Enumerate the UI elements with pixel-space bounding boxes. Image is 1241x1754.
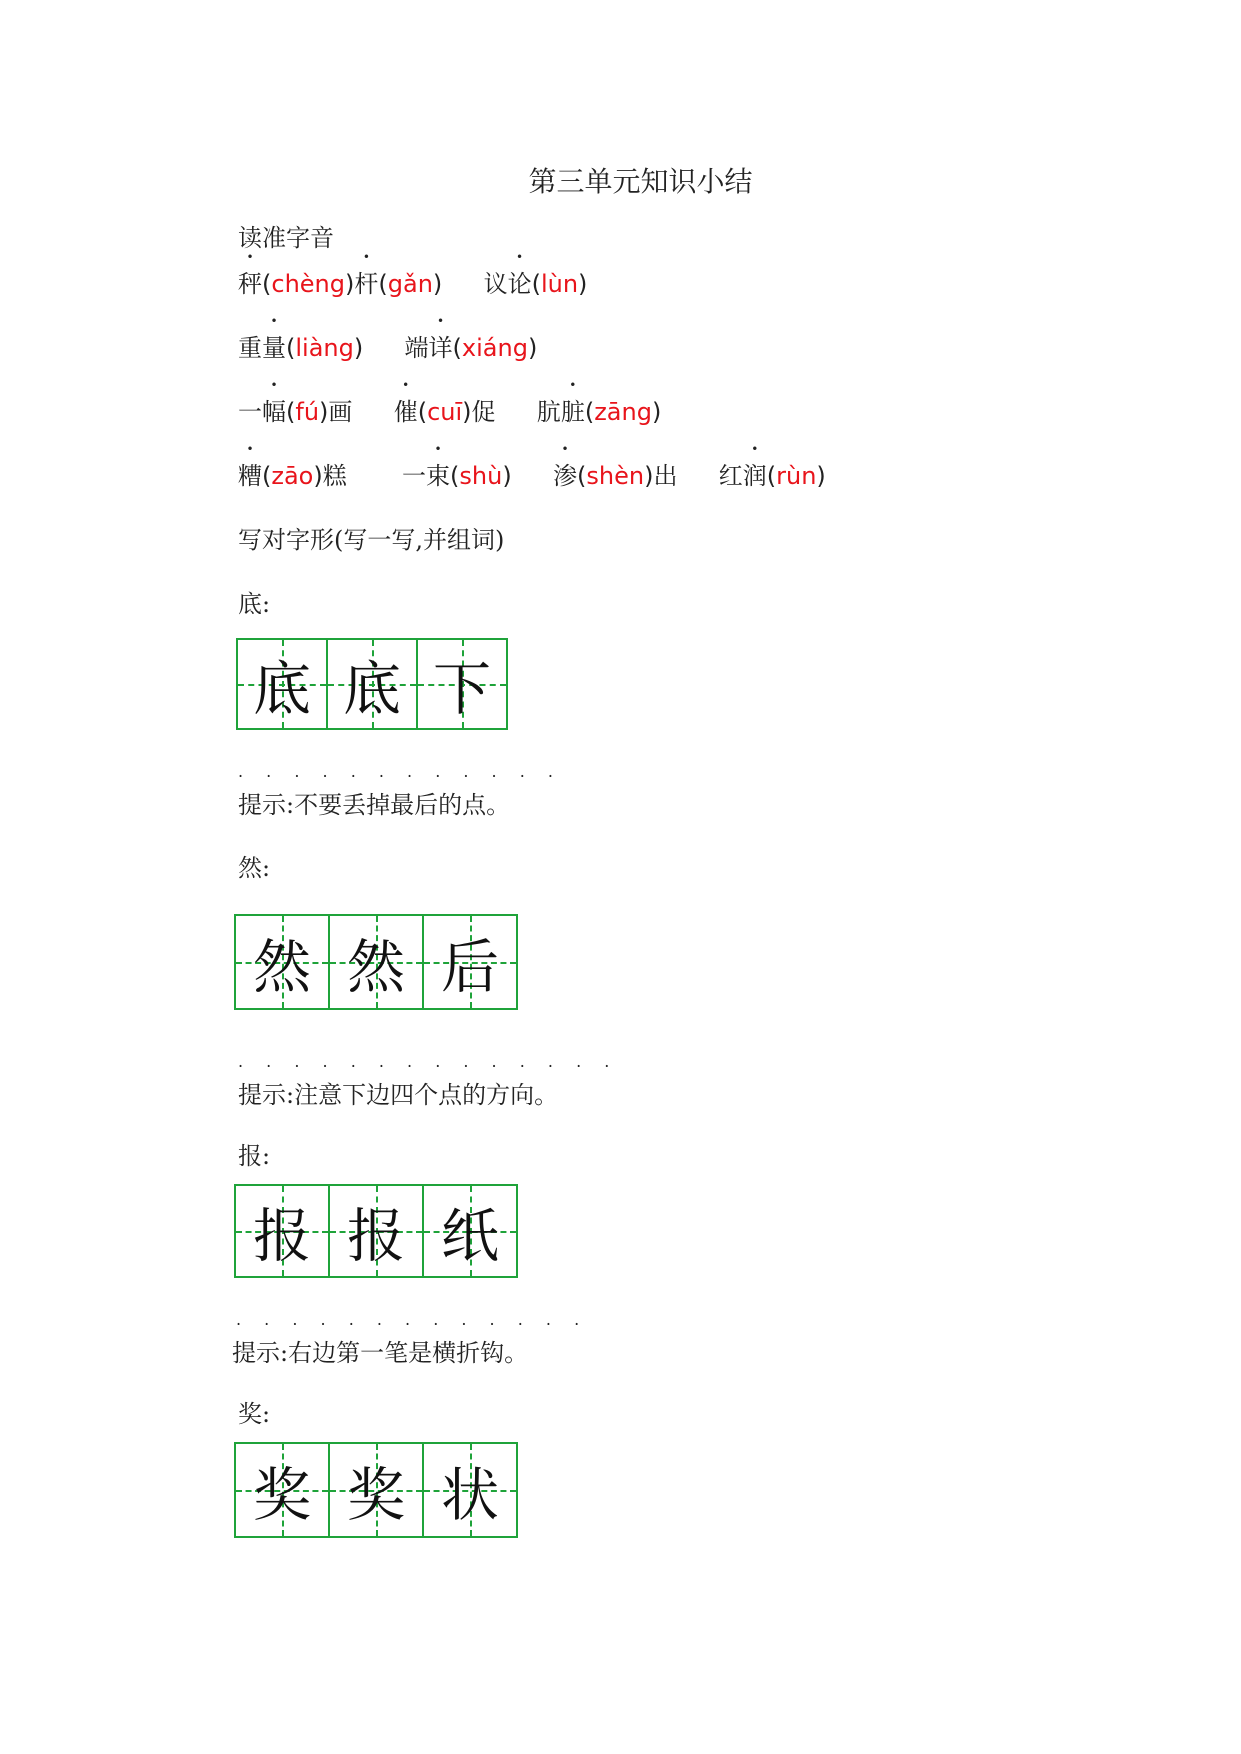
- plain-char: 重: [238, 334, 262, 362]
- grid-char: 奖: [346, 1461, 405, 1529]
- grid-cell: [328, 914, 424, 1010]
- pinyin: shù: [459, 462, 503, 490]
- grid-cell: [422, 1442, 518, 1538]
- emphasis-dots: . . . . . . . . . . . . . .: [238, 1052, 619, 1071]
- emphasis-dots: . . . . . . . . . . . . .: [236, 1310, 589, 1329]
- dotted-char: 润: [742, 462, 767, 490]
- plain-char: 端: [404, 334, 429, 362]
- dotted-char: 催: [393, 398, 418, 426]
- grid-char: 然: [346, 933, 405, 1001]
- grid-cell: [328, 1184, 424, 1278]
- dotted-char: 论: [507, 270, 532, 298]
- hint-text: 提示:不要丢掉最后的点。: [238, 791, 511, 819]
- grid-cell: [422, 1184, 518, 1278]
- grid-cell: [234, 914, 330, 1010]
- hint-text: 提示:注意下边四个点的方向。: [238, 1081, 559, 1109]
- grid-cell: [416, 638, 508, 730]
- grid-char: 下: [432, 655, 491, 723]
- dotted-char: 糟: [238, 462, 262, 490]
- pinyin: rùn: [776, 462, 817, 490]
- pinyin: cuī: [427, 398, 463, 426]
- grid-cell: [234, 1442, 330, 1538]
- item-label: 底:: [238, 590, 271, 618]
- pinyin: zāng: [594, 398, 652, 426]
- hint-text: 提示:右边第一笔是横折钩。: [232, 1339, 529, 1367]
- grid-char: 报: [346, 1202, 405, 1270]
- section-read-pronunciation: 读准字音: [238, 224, 334, 252]
- pinyin: shèn: [586, 462, 645, 490]
- grid-char: 纸: [440, 1202, 499, 1270]
- grid-cell: [326, 638, 418, 730]
- plain-char: 画: [328, 398, 353, 426]
- dotted-char: 脏: [560, 398, 585, 426]
- plain-char: 一: [402, 462, 427, 490]
- section-write-characters: 写对字形(写一写,并组词): [238, 526, 505, 554]
- pinyin-line-4: 糟(zāo)糕 一束(shù) 渗(shèn)出 红润(rùn): [238, 462, 826, 490]
- plain-char: 一: [238, 398, 262, 426]
- plain-char: 肮: [536, 398, 561, 426]
- writing-grid: [236, 638, 508, 730]
- dotted-char: 量: [262, 334, 286, 362]
- pinyin: chèng: [271, 270, 345, 298]
- plain-char: 红: [718, 462, 743, 490]
- writing-grid: [234, 914, 518, 1010]
- grid-cell: [422, 914, 518, 1010]
- plain-char: 议: [483, 270, 508, 298]
- grid-cell: [234, 1184, 330, 1278]
- plain-char: 糕: [322, 462, 347, 490]
- pinyin: gǎn: [387, 270, 433, 298]
- pinyin: liàng: [295, 334, 354, 362]
- pinyin: zāo: [271, 462, 314, 490]
- item-label: 报:: [238, 1142, 271, 1170]
- dotted-char: 幅: [262, 398, 286, 426]
- grid-char: 后: [440, 933, 499, 1001]
- plain-char: 出: [653, 462, 678, 490]
- writing-grid: [234, 1442, 518, 1538]
- item-label: 然:: [238, 854, 271, 882]
- pinyin: xiáng: [461, 334, 528, 362]
- pinyin-line-1: 秤(chèng)杆(gǎn) 议论(lùn): [238, 270, 588, 298]
- pinyin-line-3: 一幅(fú)画 催(cuī)促 肮脏(zāng): [238, 398, 662, 426]
- grid-char: 底: [252, 655, 311, 723]
- grid-char: 奖: [252, 1461, 311, 1529]
- grid-char: 然: [252, 933, 311, 1001]
- item-label: 奖:: [238, 1400, 271, 1428]
- pinyin: lùn: [540, 270, 579, 298]
- plain-char: 促: [471, 398, 496, 426]
- dotted-char: 束: [426, 462, 451, 490]
- writing-grid: [234, 1184, 518, 1278]
- grid-char: 状: [440, 1461, 499, 1529]
- dotted-char: 秤: [238, 270, 262, 298]
- emphasis-dots: . . . . . . . . . . . .: [238, 762, 562, 781]
- pinyin: fú: [295, 398, 320, 426]
- pinyin-line-2: 重量(liàng) 端详(xiáng): [238, 334, 538, 362]
- page-title: 第三单元知识小结: [528, 165, 753, 198]
- grid-cell: [328, 1442, 424, 1538]
- grid-char: 底: [342, 655, 401, 723]
- grid-char: 报: [252, 1202, 311, 1270]
- dotted-char: 杆: [354, 270, 379, 298]
- grid-cell: [236, 638, 328, 730]
- dotted-char: 详: [428, 334, 453, 362]
- dotted-char: 渗: [553, 462, 577, 490]
